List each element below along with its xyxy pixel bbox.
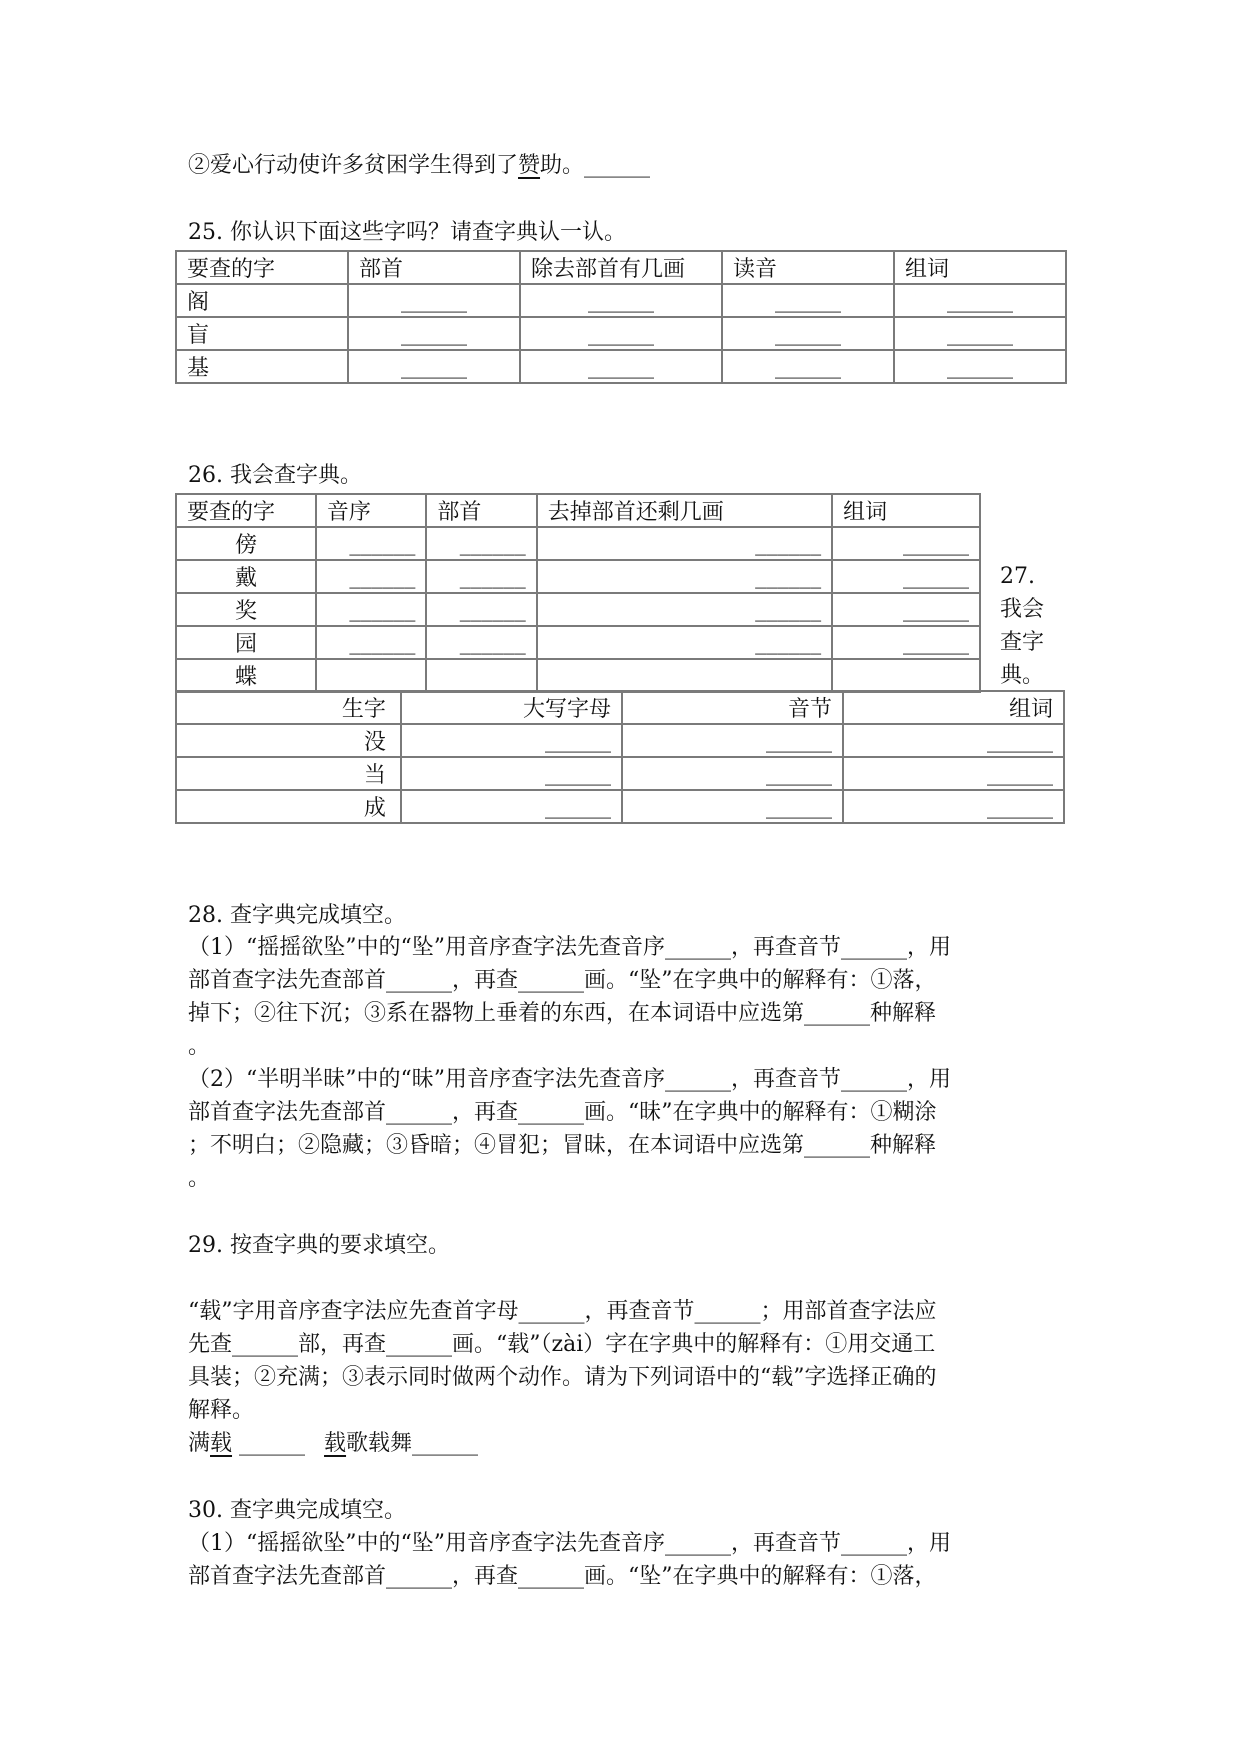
q30-title: 30. 查字典完成填空。 xyxy=(188,1498,406,1523)
table-row xyxy=(176,724,1064,757)
fill-blank[interactable]: ______ xyxy=(832,593,980,626)
q25-title: 25. 你认识下面这些字吗？请查字典认一认。 xyxy=(188,220,626,245)
q27-row-char: 没 xyxy=(176,724,401,757)
table-row xyxy=(176,593,980,626)
q26-title: 26. 我会查字典。 xyxy=(188,463,362,488)
q24-item-2-prefix: ②爱心行动使许多贫困学生得到了 xyxy=(188,153,519,178)
q27-header-word: 组词 xyxy=(843,691,1064,724)
fill-blank[interactable]: ______ xyxy=(537,527,832,560)
q25-header-word: 组词 xyxy=(894,251,1066,284)
fill-blank[interactable]: ______ xyxy=(520,317,722,350)
empty-cell xyxy=(832,659,980,692)
fill-blank[interactable]: ______ xyxy=(843,724,1064,757)
fill-blank[interactable]: ______ xyxy=(232,1431,313,1456)
q29-text-line: 解释。 xyxy=(188,1398,255,1423)
q29-text-line: 具装；②充满；③表示同时做两个动作。请为下列词语中的“载”字选择正确的 xyxy=(188,1365,937,1390)
fill-blank[interactable]: ______ xyxy=(622,724,843,757)
fill-blank[interactable]: ______ xyxy=(843,757,1064,790)
q28-text-line: 部首查字法先查部首______，再查______画。“昧”在字典中的解释有：①糊涂 xyxy=(188,1100,937,1125)
table-row xyxy=(176,317,1066,350)
empty-cell xyxy=(426,659,536,692)
q27-row-char: 当 xyxy=(176,757,401,790)
table-header-row xyxy=(176,251,1066,284)
fill-blank[interactable]: ______ xyxy=(832,527,980,560)
fill-blank[interactable]: ______ xyxy=(348,350,520,383)
q30-text-line: 部首查字法先查部首______，再查______画。“坠”在字典中的解释有：①落， xyxy=(188,1564,937,1589)
q28-text-line: 。 xyxy=(188,1034,211,1059)
q28-text-line: ；不明白；②隐藏；③昏暗；④冒犯；冒昧，在本词语中应选第______种解释 xyxy=(188,1133,937,1158)
q26-row-char: 蝶 xyxy=(176,659,316,692)
fill-blank[interactable]: ______ xyxy=(348,284,520,317)
fill-blank[interactable]: ______ xyxy=(348,317,520,350)
empty-cell xyxy=(316,659,426,692)
q26-header-letter: 音序 xyxy=(316,494,426,527)
q24-item-2-suffix: 助。______ xyxy=(540,153,651,178)
table-header-row xyxy=(176,691,1064,724)
q29-answer-line xyxy=(188,1428,478,1460)
q25-header-pronunciation: 读音 xyxy=(722,251,894,284)
fill-blank[interactable]: ______ xyxy=(832,560,980,593)
q28-text-line: （2）“半明半昧”中的“昧”用音序查字法先查音序______，再查音节______，用 xyxy=(188,1067,951,1092)
table-row xyxy=(176,560,980,593)
fill-blank[interactable]: ______ xyxy=(722,317,894,350)
fill-blank[interactable]: ______ xyxy=(722,350,894,383)
q29-title: 29. 按查字典的要求填空。 xyxy=(188,1233,450,1258)
table-row xyxy=(176,626,980,659)
fill-blank[interactable]: ______ xyxy=(894,317,1066,350)
fill-blank[interactable]: ______ xyxy=(401,724,622,757)
fill-blank[interactable]: ______ xyxy=(316,527,426,560)
q26-header-strokes: 去掉部首还剩几画 xyxy=(537,494,832,527)
fill-blank[interactable]: ______ xyxy=(843,790,1064,823)
q25-row-char: 基 xyxy=(176,350,348,383)
fill-blank[interactable]: ______ xyxy=(401,790,622,823)
fill-blank[interactable]: ______ xyxy=(520,284,722,317)
q25-row-char: 盲 xyxy=(176,317,348,350)
q27-header-char: 生字 xyxy=(176,691,401,724)
q26-row-char: 园 xyxy=(176,626,316,659)
table-row xyxy=(176,757,1064,790)
fill-blank[interactable]: ______ xyxy=(520,350,722,383)
q29-text-line: “载”字用音序查字法应先查首字母______，再查音节______；用部首查字法应 xyxy=(188,1299,937,1324)
q25-header-char: 要查的字 xyxy=(176,251,348,284)
q27-header-syllable: 音节 xyxy=(622,691,843,724)
table-row xyxy=(176,527,980,560)
fill-blank[interactable]: ______ xyxy=(426,560,536,593)
q25-header-radical: 部首 xyxy=(348,251,520,284)
fill-blank[interactable]: ______ xyxy=(316,560,426,593)
q29-word-a-prefix: 满 xyxy=(188,1431,211,1456)
fill-blank[interactable]: ______ xyxy=(894,284,1066,317)
q27-row-char: 成 xyxy=(176,790,401,823)
fill-blank[interactable]: ______ xyxy=(832,626,980,659)
q28-text-line: 。 xyxy=(188,1166,211,1191)
fill-blank[interactable]: ______ xyxy=(426,593,536,626)
q26-row-char: 戴 xyxy=(176,560,316,593)
q25-row-char: 阁 xyxy=(176,284,348,317)
fill-blank[interactable]: ______ xyxy=(894,350,1066,383)
fill-blank[interactable]: ______ xyxy=(537,560,832,593)
fill-blank[interactable]: ______ xyxy=(537,626,832,659)
fill-blank[interactable]: ______ xyxy=(426,527,536,560)
q24-item-2-underlined: 赞 xyxy=(518,153,541,178)
q30-text-line: （1）“摇摇欲坠”中的“坠”用音序查字法先查音序______，再查音节______，用 xyxy=(188,1531,951,1556)
q26-header-radical: 部首 xyxy=(426,494,536,527)
q29-word-b-underlined: 载 xyxy=(324,1431,347,1456)
q29-word-b-rest: 歌载舞______ xyxy=(346,1431,479,1456)
q28-text-line: （1）“摇摇欲坠”中的“坠”用音序查字法先查音序______，再查音节______，用 xyxy=(188,935,951,960)
q28-text-line: 部首查字法先查部首______，再查______画。“坠”在字典中的解释有：①落， xyxy=(188,968,937,993)
q29-word-a-underlined: 载 xyxy=(210,1431,233,1456)
q28-title: 28. 查字典完成填空。 xyxy=(188,903,406,928)
table-row xyxy=(176,350,1066,383)
table-header-row xyxy=(176,494,980,527)
fill-blank[interactable]: ______ xyxy=(426,626,536,659)
fill-blank[interactable]: ______ xyxy=(537,593,832,626)
q26-row-char: 傍 xyxy=(176,527,316,560)
fill-blank[interactable]: ______ xyxy=(401,757,622,790)
q26-row-char: 奖 xyxy=(176,593,316,626)
q24-item-2 xyxy=(188,150,650,182)
q26-header-char: 要查的字 xyxy=(176,494,316,527)
q26-table xyxy=(175,493,981,693)
q27-title: 27. 我会查字典。 xyxy=(1000,564,1045,688)
fill-blank[interactable]: ______ xyxy=(316,626,426,659)
q29-text-line: 先查______部，再查______画。“载”（zài）字在字典中的解释有：①用交通工 xyxy=(188,1332,936,1357)
q25-table xyxy=(175,250,1067,384)
q26-header-word: 组词 xyxy=(832,494,980,527)
fill-blank[interactable]: ______ xyxy=(722,284,894,317)
q27-header-capital: 大写字母 xyxy=(401,691,622,724)
table-row xyxy=(176,790,1064,823)
fill-blank[interactable]: ______ xyxy=(316,593,426,626)
fill-blank[interactable]: ______ xyxy=(622,790,843,823)
q25-header-strokes: 除去部首有几画 xyxy=(520,251,722,284)
empty-cell xyxy=(537,659,832,692)
q28-text-line: 掉下；②往下沉；③系在器物上垂着的东西，在本词语中应选第______种解释 xyxy=(188,1001,937,1026)
table-row xyxy=(176,659,980,692)
table-row xyxy=(176,284,1066,317)
fill-blank[interactable]: ______ xyxy=(622,757,843,790)
q27-table xyxy=(175,690,1065,824)
